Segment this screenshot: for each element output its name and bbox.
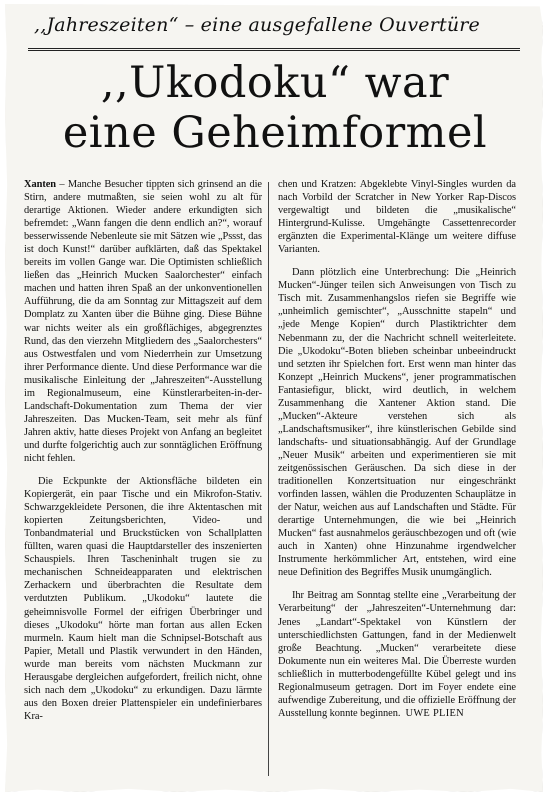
dateline: Xanten bbox=[24, 179, 57, 190]
paragraph bbox=[278, 589, 516, 719]
paragraph: Die Eckpunkte der Aktionsfläche bildeten ein Kopiergerät, ein paar Tische und ein Mikrofon-Stativ. Schwarzgekleidete Personen, die ihre Aktentaschen mit kopierten Zeitungsberichten, Video- und Tonbandmaterial und Bruckstücken von Schallplatten füllten, waren quasi die Hauptdarsteller des inszenierten Schauspiels. Ihren Tascheninhalt trugen sie zu mechanischen Schneideapparaten und elektrischen Zerhackern und überbrachten die Resultate dem verdutzten Publikum. „Ukodoku“ lautete die geheimnisvolle Formel der eifrigen Überbringer und dieses „Ukodoku“ hörte man fortan aus allen Ecken murmeln. Kaum hielt man die Schnipsel-Botschaft aus Papier, Metall und Plastik verwundert in den Händen, wurde man bereits vom nächsten Muckmann zur Herausgabe dergleichen aufgefordert, freilich nicht, ohne sich nach dem „Ukodoku“ zu erkundigen. Dazu lärmte aus den Boxen dreier Plattenspieler ein undefinierbares Kra- bbox=[24, 476, 262, 722]
column-divider bbox=[268, 182, 269, 776]
paragraph-text: Ihr Beitrag am Sonntag stellte eine „Verarbeitung der Verarbeitung“ der „Jahreszeiten“-Unternehmung dar: Jenes „Landart“-Spektakel von Künstlern der unterschiedlichsten Gattungen, fand in der Medienwelt große Beachtung. „Mucken“ verarbeitete diese Dokumente nun ein weiteres Mal. Die Überreste wurden schließlich in mutterbodengefüllte Kübel gelegt und ins Regionalmuseum getragen. Dort im Foyer endete eine aufwendige Zubereitung, und die offizielle Eröffnung der Ausstellung konnte beginnen. bbox=[278, 590, 516, 719]
headline-line-2: eine Geheimformel bbox=[62, 108, 488, 158]
article-column-right bbox=[278, 178, 516, 730]
paragraph: chen und Kratzen: Abgeklebte Vinyl-Singles wurden da nach Vorbild der Scratcher in New Yorker Rap-Discos vergewaltigt und bildeten die „musikalische“ Hintergrund-Kulisse. Umgehängte Cassettenrecorder ergänzten die Experimental-Klänge um weitere diffuse Varianten. bbox=[278, 179, 516, 256]
paragraph bbox=[24, 178, 262, 465]
kicker-rule-bottom bbox=[28, 50, 520, 51]
article-column-left bbox=[24, 178, 262, 733]
paragraph-text: – Manche Besucher tippten sich grinsend an die Stirn, andere mutmaßten, sie seien wohl zu alt für derartige Aktionen. Wieder andere erkundigten sich befremdet: „Wann fangen die denn endlich an?“, worauf besserwissende Nebenleute sie mit Sätzen wie „Pssst, das ist doch Kunst!“ darüber aufklärten, daß das Spektakel bereits im vollen Gange war. Die Optimisten schließlich ließen das „Heinrich Mucken Saalorchester“ einfach machen und hatten ihren Spaß an der unkonventionellen Aufführung, die da am Sonntag zur Mittagszeit auf dem Domplatz zu Xanten über die Bühne ging. Diese Bühne war nichts weiter als ein großflächiges, abgegrenztes Rund, das den vierzehn Mitgliedern des „Saalorchesters“ aus Ostwestfalen und vom Niederrhein zur Umsetzung ihrer Performance diente. Und diese Performance war die musikalische Einleitung der „Jahreszeiten“-Ausstellung im Regionalmuseum, eine Künstlerarbeiten-in-der-Landschaft-Dokumentation zum Thema der vier Jahreszeiten. Das Mucken-Team, seit mehr als fünf Jahren aktiv, hatte dieses Projekt von Anfang an begleitet und durfte folgerichtig auch zur sonntäglichen Eröffnung nicht fehlen. bbox=[24, 179, 262, 464]
paragraph: Dann plötzlich eine Unterbrechung: Die „Heinrich Mucken“-Jünger teilen sich Anweisungen von Tisch zu Tisch mit. Zusammenhangslos riefen sie Begriffe wie „unheimlich gemischter“, „Ausschnitte stapeln“ und „jede Menge Kopien“ durch Plastiktrichter dem Nebenmann zu, der die Nachricht schnell weiterleitete. Die „Ukodoku“-Boten blieben scheinbar unbeeindruckt und setzten ihr Spielchen fort. Erst wenn man hinter das Konzept „Heinrich Muckens“, jener programmatischen Fantasiefigur, blickt, wird deutlich, in welchem Zusammenhang die Xantener Aktion stand. Die „Mucken“-Akteure verstehen sich als „Landschaftsmusiker“, ihre künstlerischen Gebilde sind landschafts- und situationsabhängig. Auf der Grundlage „Neuer Musik“ arbeiten und experimentieren sie mit zeitgenössischen Geräuschen. Da sich diese in der traditionellen Konzertsituation nur eingeschränkt vorfinden lassen, wählen die Produzenten Schauplätze in der Natur, weichen aus auf Landschaften und Städte. Für derartige Unternehmungen, die wie bei „Heinrich Mucken“ fast ausnahmelos geräuschbezogen und oft (wie auch in Xanten) ohne Hinzunahme irgendwelcher Instrumente herkömmlicher Art, entstehen, wird eine neue Definition des Begriffes Musik unumgänglich. bbox=[278, 267, 516, 579]
headline-line-1: ,,Ukodoku“ war bbox=[100, 58, 450, 108]
article-headline bbox=[30, 58, 520, 158]
author-byline: UWE PLIEN bbox=[405, 707, 464, 719]
kicker-rule-top bbox=[28, 48, 520, 49]
article-kicker: ,,Jahreszeiten“ – eine ausgefallene Ouvertüre bbox=[34, 14, 480, 36]
